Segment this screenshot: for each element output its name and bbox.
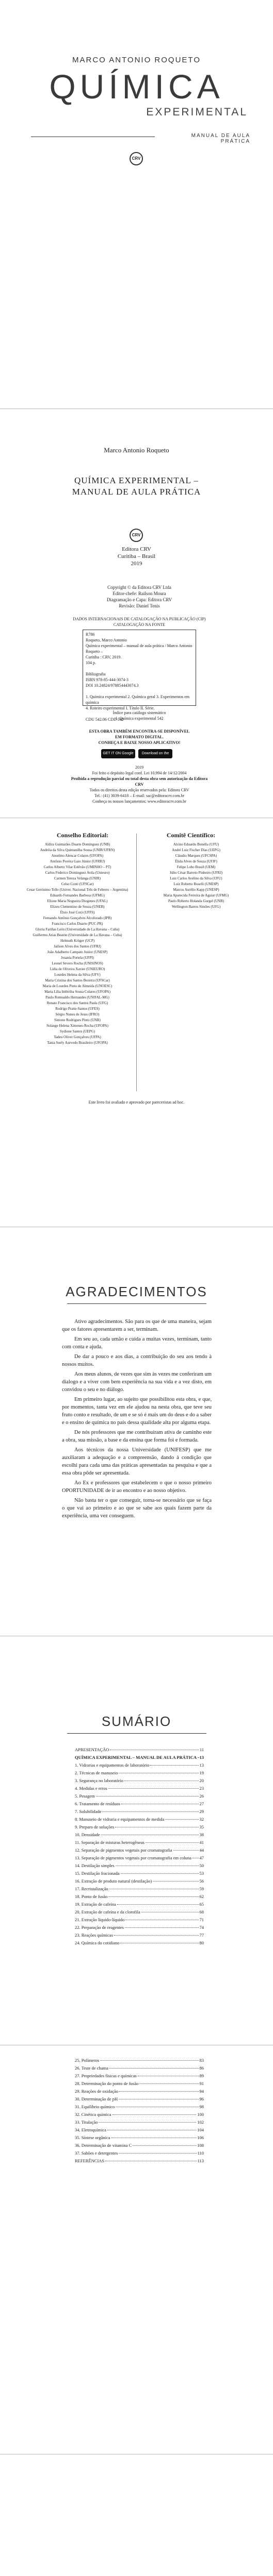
design-line: Diagramação e Capa: Editora CRV [106,597,172,602]
cip-header [67,616,212,628]
editorial-council-title: Conselho Editorial: [56,832,109,839]
toc-entry-page: 102 [197,2120,204,2125]
editorial-member: Fernando Antônio Gonçalves Alcoforado (IPB) [43,916,112,920]
toc-entry[interactable] [75,1902,204,1909]
catalog-line: Curitiba : CRV, 2019. [86,655,122,659]
editorial-member: Carmen Tereza Velanga (UNIR) [54,876,101,880]
paragraph: Aos meus alunos, de vezes que sim às vezes me conferiram um dialogo e a viver com bem experiência na sua vida e a vez disto, em convidou o seu e no diálogo. [62,1371,212,1393]
title-page [0,409,273,818]
toc-entry-label: 32. Cinética química [75,2112,111,2117]
toc-entry-page: 68 [199,1909,204,1914]
toc-entry[interactable] [75,1762,204,1770]
paragraph: De nós professores que me contribuíram ativa de caminho este a obra, sua missão, a base e da ensina que forma foi e formada. [62,1430,212,1443]
editorial-member: Celso Conti (UFSCar) [61,882,94,886]
catalog-line: R786 [86,632,95,637]
editorial-member: Leonel Severo Rocha (UNISINOS) [52,961,103,965]
toc-leader-dots [119,2091,198,2092]
toc-entry-page: 83 [199,2058,204,2063]
toc-entry[interactable] [75,1863,204,1871]
title-page-title [0,475,273,498]
toc-entry[interactable] [75,1778,204,1786]
toc-entry-page: 44 [199,1848,204,1853]
toc-entry-label: 22. Preparação de reagentes [75,1925,124,1930]
toc-entry-label: 17. Recristalização [75,1886,108,1891]
toc-entry-label: 33. Titulação [75,2120,98,2125]
toc-leader-dots [119,2153,196,2154]
toc-entry-label: 7. Solubilidade [75,1809,102,1814]
toc-entry-label: 31. Equilíbrio químico [75,2104,115,2109]
review-line: Revisão: Daniel Tenis [119,603,160,608]
scientific-committee-title: Comitê Científico: [166,832,216,839]
scientific-member: André Luiz Fischer Dias (UEPG) [172,848,220,852]
editorial-member: Maria Cristina dos Santos Bezerra (UFSCar) [45,978,110,982]
toc-entry-label: 27. Propriedades físicas e químicas [75,2073,137,2078]
cover-page [0,0,273,409]
toc-entry-label: 24. Química do cotidiano [75,1940,120,1945]
toc-list-part-1 [75,1747,204,1948]
editorial-member: Jailson Alves dos Santos (UFRJ) [54,944,101,948]
catalog-index [67,710,212,721]
toc-entry[interactable] [75,2096,204,2104]
toc-leader-dots [121,1873,199,1874]
toc-entry-page: 74 [199,1925,204,1930]
toc-entry-label: 13. Separação de pigmentos vegetais por cromatografia em coluna [75,1855,191,1860]
editorial-member: Maria de Lourdes Pinto de Almeida (UNOESC) [42,984,113,988]
toc-entry-page: 20 [199,1778,204,1783]
index-line: 1. Química experimental 542 [115,716,164,721]
toc-entry-label: 10. Densidade [75,1832,100,1837]
toc-title: SUMÁRIO [101,1714,172,1729]
scientific-member: Luiz Carlos Avelino da Silva (UFU) [170,876,222,880]
cover-author: MARCO ANTONIO ROQUETO [72,56,201,64]
toc-entry-label: 12. Separação de pigmentos vegetais por cromatografia [75,1848,172,1853]
toc-entry[interactable] [75,1793,204,1801]
scientific-member: Alcino Eduardo Bonella (UFU) [173,842,219,846]
editorial-member: Simone Rodrigues Pinto (UNB) [54,1018,101,1022]
scientific-member: Paulo Roberto Holanda Gurgel (UNB) [168,899,224,903]
toc-entry-label: 34. Eletroquímica [75,2127,106,2132]
toc-entry-label: 37. Sabões e detergentes [75,2150,118,2156]
toc-list-part-2 [75,2058,204,2166]
editorial-member: Carlos Federico Dominguez Avila (Unieuro) [45,871,110,875]
toc-entry-label: 26. Teste de chama [75,2065,108,2071]
toc-entry-label: 20. Extração de cafeína e da clorofila [75,1909,140,1914]
toc-entry[interactable] [75,1878,204,1886]
toc-leader-dots [109,2068,199,2069]
notice-line-2: EM FORMATO DIGITAL. [115,735,164,739]
title-rule [67,1303,206,1304]
toc-entry-page: 38 [199,1832,204,1837]
blank-page [0,2454,273,2576]
scientific-member: Wellington Barros Simões (UFG) [171,905,221,909]
toc-entry-page: 98 [199,2104,204,2109]
editorial-member: Carlos Alberto Vilar Estêvão (UMINHO – PT) [43,865,111,869]
acknowledgements-title: AGRADECIMENTOS [66,1284,207,1299]
toc-entry-page: 47 [199,1855,204,1860]
publisher-info [0,546,273,567]
toc-entry-page: 77 [199,1933,204,1938]
legal-line-4: Tel.: (41) 3039-6418 – E-mail: sac@editoracrv.com.br [94,793,185,798]
toc-entry[interactable] [75,2089,204,2096]
column-divider [136,834,137,1091]
toc-leader-dots [146,1842,199,1843]
editorial-member: Anselmo Alencar Colares (UFOPA) [51,854,104,858]
toc-entry-label: 21. Extração líquido-líquido [75,1917,125,1922]
scientific-member: Júlio César Barreto Pinheiro (UFRJ) [169,871,223,875]
acknowledgements-text [62,1318,212,1522]
toc-entry[interactable] [75,1786,204,1793]
toc-entry-page: 96 [199,2096,204,2102]
catalog-entries [83,632,196,722]
legal-line-1: Foi feito o depósito legal conf. Lei 10.994 de 14/12/2004 [92,771,187,775]
paragraph: Ao Ex e professores que estabelecem o que o nosso primeiro OPORTUNIDADE de ir ao encontro e ao nosso objetivo. [62,1480,212,1494]
credits-block [88,584,191,609]
toc-entry-page: 59 [199,1886,204,1891]
toc-entry[interactable] [75,1840,204,1848]
toc-entry-label: 15. Destilação fracionada [75,1871,120,1876]
toc-entry-page: 94 [199,2089,204,2094]
catalog-line [86,666,193,671]
toc-page-2 [0,2045,273,2454]
toc-page-1 [0,1636,273,2045]
toc-entry-page: 62 [199,1894,204,1899]
toc-entry-label: 36. Determinação de vitamina C [75,2143,132,2148]
toc-leader-dots [133,2145,196,2146]
toc-entry-page: 29 [199,1809,204,1814]
toc-entry-page: 56 [199,1878,204,1884]
toc-entry[interactable] [75,2150,204,2158]
editorial-member: Maria Lília Imbiriba Sousa Colares (UFOPA) [44,990,110,994]
toc-entry[interactable] [75,2058,204,2065]
toc-entry[interactable] [75,1832,204,1840]
toc-entry[interactable] [75,1886,204,1894]
editorial-member: Elizeu Clementino de Souza (UNEB) [50,905,105,909]
toc-leader-dots [125,1927,199,1928]
editorial-member: Cesar Gerónimo Tello (Univer. Nacional Três de Febrero – Argentina) [26,888,129,892]
title-line-1: QUÍMICA EXPERIMENTAL – [74,476,199,485]
editorial-member: Tania Suely Azevedo Brasileiro (UFOPA) [47,1041,108,1045]
scientific-committee-list [139,842,253,910]
toc-entry-page: 41 [199,1840,204,1845]
toc-entry-page: 53 [199,1871,204,1876]
catalog-line: 104 p. [86,660,96,665]
legal-line-3: Todos os direitos desta edição reservados pela: Editora CRV [89,788,189,792]
toc-leader-dots [117,1904,199,1905]
toc-entry-label: 18. Ponto de fusão [75,1894,108,1899]
council-footer: Este livro foi avaliado e aprovado por pareceristas ad hoc. [88,1100,185,1105]
editorial-member: Eduardo Fernandes Barbosa (UFMG) [50,893,105,897]
editorial-member: Sydione Santos (UEPG) [59,1029,95,1033]
toc-entry[interactable] [75,1855,204,1863]
toc-entry-page: 113 [197,2158,204,2163]
app-store-button[interactable]: Download on the App Store [138,749,172,758]
toc-entry[interactable] [75,1801,204,1809]
publisher-logo-icon: CRV [130,152,143,165]
editorial-member: Solange Helena Ximenes-Rocha (UFOPA) [46,1024,108,1028]
toc-leader-dots [139,2083,198,2084]
paragraph: Não basta ter o que conseguir, torna-se necessário que se faça o que vai ao primeiro e ao que se sabe aos quais fazem parte da experiência, uma vez conseguem. [62,1498,212,1519]
toc-leader-dots [99,2122,196,2123]
toc-entry-label: 6. Tratamento de resíduos [75,1801,120,1806]
toc-entry-label: 16. Extração de produto natural (destilação) [75,1878,152,1884]
cover-subtitle: EXPERIMENTAL [146,106,248,118]
toc-entry-page: 65 [199,1902,204,1907]
notice-line-3: CONHEÇA E BAIXE NOSSO APLICATIVO! [98,740,181,745]
toc-entry[interactable] [75,2135,204,2143]
toc-entry-label: 2. Técnicas de manuseio [75,1770,118,1775]
toc-leader-dots [100,2060,198,2061]
title-rule [67,1733,206,1734]
editorial-member: Guillermo Arias Beatón (Universidade de La Havana – Cuba) [33,933,122,937]
toc-entry-page: 108 [197,2143,204,2148]
copyright-line: Copyright © da Editora CRV Ltda [107,585,171,590]
toc-entry[interactable] [75,2081,204,2089]
toc-entry-page: 13 [199,1755,204,1760]
toc-leader-dots [96,1796,199,1797]
editorial-member: Sérgio Nunes de Jesus (IFRO) [55,1012,100,1016]
catalog-line: CDU 542.06 CDD 542 [86,717,124,722]
scientific-member: Marcos Aurélio Kapp (UNESP) [173,888,219,892]
toc-entry[interactable] [75,1770,204,1778]
toc-entry-page: 13 [199,1762,204,1768]
toc-entry-page: 50 [199,1863,204,1868]
toc-leader-dots [113,2114,197,2115]
toc-entry-page: 91 [199,2081,204,2086]
catalog-line [86,688,193,694]
toc-entry[interactable] [75,2143,204,2150]
toc-entry[interactable] [75,1871,204,1878]
toc-leader-dots [153,1881,198,1882]
publisher-city: Curitiba – Brasil [117,553,156,560]
toc-entry-label: 1. Vidrarias e equipamentos de laboratório [75,1762,150,1768]
toc-leader-dots [102,1811,198,1812]
toc-entry[interactable] [75,2104,204,2112]
toc-entry-page: 80 [199,1940,204,1945]
cip-subtitle: CATALOGAÇÃO NA FONTE [113,622,166,627]
toc-entry-label: 4. Medidas e erros [75,1786,107,1791]
editorial-member: Lourdes Helena da Silva (UFV) [54,973,101,977]
index-title: Índice para catálogo sistemático [113,710,166,715]
catalog-line: DOI 10.24824/978854443074.3 [86,683,139,688]
toc-entry[interactable] [75,1925,204,1933]
publisher-name: Editora CRV [122,546,151,552]
toc-entry-page: 11 [199,1747,204,1752]
scientific-member: Cláudio Marques (UFCSPA) [175,854,217,858]
acknowledgements-page [0,1227,273,1636]
toc-entry-page: 19 [199,1770,204,1775]
toc-entry-label: 14. Destilação simples [75,1863,115,1868]
toc-leader-dots [165,1819,198,1820]
editorial-member: Antônio Pereira Gaio Júnior (UFRRJ) [50,859,105,863]
toc-entry-label: QUÍMICA EXPERIMENTAL – MANUAL DE AULA PRÁTICA [75,1755,197,1760]
paragraph: Em primeiro lugar, ao sujeito que possibilitou esta obra, e que, por momentos, tanta vez em ele ajudou na nesta obra, que teve seu fruto conto e resultado, de um e se só é mais um do deus e do a saber e o ensino de química no país dessa qualidade alta por alguma etapa. [62,1397,212,1426]
toc-entry[interactable] [75,2127,204,2135]
cover-title: QUÍMICA [49,67,224,106]
toc-entry[interactable] [75,1940,204,1948]
paragraph: Ativo agradecimentos. São para os que de uma maneira, sejam que os fatores apresentarem a ser, terminam. [62,1319,212,1332]
toc-entry-label: APRESENTAÇÃO [75,1747,109,1752]
catalog-line: 1. Química experimental 2. Química geral 3. Experimentos em química [86,694,190,705]
toc-leader-dots [108,1896,198,1897]
catalog-line: Química experimental – manual de aula prática / Marco Antonio Roqueto – [86,643,192,654]
toc-entry[interactable] [75,1824,204,1832]
toc-entry-page: 71 [199,1917,204,1922]
legal-line-2: Proibida a reprodução parcial ou total desta obra sem autorização da Editora CRV [71,776,208,787]
toc-entry-label: 23. Reações químicas [75,1933,113,1938]
toc-entry[interactable] [75,2073,204,2081]
toc-entry[interactable] [75,1747,204,1755]
toc-entry-label: 29. Reações de oxidação [75,2089,119,2094]
toc-entry-page: 35 [199,1824,204,1829]
toc-entry[interactable] [75,1894,204,1902]
toc-entry-page: 89 [199,2073,204,2078]
editorial-member: Lídia de Oliveira Xavier (UNIEURO) [50,967,105,971]
toc-entry[interactable] [75,1848,204,1855]
editorial-member: Gloria Fariñas León (Universidade de La Havana – Cuba) [35,927,120,931]
toc-entry-label: 19. Extração de cafeína [75,1902,116,1907]
catalog-line: Bibliografia [86,672,106,676]
toc-entry[interactable] [75,1909,204,1917]
toc-entry-label: 3. Segurança no laboratório [75,1778,123,1783]
toc-leader-dots [173,1850,199,1851]
editorial-member: Elione Maria Nogueira Diogenes (UFAL) [47,899,108,903]
editorial-member: Josania Portela (UFPI) [61,956,94,960]
toc-entry-label: 9. Preparo de soluções [75,1824,115,1829]
editorial-member: Tadeu Oliver Gonçalves (UFPA) [54,1035,101,1039]
legal-line-5: Conheça os nossos lançamentos: www.editoracrv.com.br [92,799,186,804]
scientific-member: Élida Alves de Souza (UFJF) [175,859,217,863]
toc-entry-page: 86 [199,2065,204,2071]
toc-entry[interactable] [75,1933,204,1940]
scientific-member: Maria Aparecida Ferreira de Aguiar (UFMG) [163,893,229,897]
legal-year: 2019 [135,765,143,770]
publisher-logo-icon: CRV [130,529,143,542]
paragraph: Aos técnicos da nossa Universidade (UNIFESP) que me auxiliaram a adequação e a compreensão, dando à condição que escolhi para cada uma das práticas apresentadas na pesquisa e que a essa obra pôde ser apresentada. [62,1447,212,1476]
toc-leader-dots [198,1757,199,1758]
scientific-member: Luiz Roberto Boselli (UNESP) [173,882,219,886]
editorial-member: João Adalberto Campato Junior (UNESP) [47,950,108,954]
editorial-member: Aldira Guimarães Duarte Domínguez (UNB) [44,842,110,846]
toc-entry-page: 26 [199,1793,204,1799]
toc-entry-page: 100 [197,2112,204,2117]
google-play-button[interactable]: GET IT ON Google Play [101,749,135,758]
toc-leader-dots [114,1935,199,1936]
toc-leader-dots [150,1765,198,1766]
digital-notice [67,728,212,745]
editorial-member: Andréia da Silva Quintanilha Sousa (UNIR/UFRN) [40,848,115,852]
toc-entry[interactable] [75,2112,204,2120]
notice-line-1: ESTA OBRA TAMBÉM ENCONTRA-SE DISPONÍVEL [89,729,190,734]
publication-year: 2019 [131,561,142,567]
toc-entry-page: 106 [197,2135,204,2140]
editorial-member: Renato Francisco dos Santos Paula (UFG) [46,1001,108,1005]
toc-entry[interactable] [75,1817,204,1824]
catalog-line: 4. Roteiro experimental I. Título II. Série. [86,706,155,710]
editorial-council-list [21,842,134,1046]
toc-entry-page: 104 [197,2127,204,2132]
toc-entry-label: 8. Manuseio de vidraria e equipamentos de medida [75,1817,165,1822]
title-line-2: MANUAL DE AULA PRÁTICA [72,487,201,497]
toc-entry[interactable] [75,1755,204,1762]
catalog-line: ISBN 978-85-444-3074-3 [86,677,129,682]
editor-line: Editor-chefe: Railson Moura [113,591,166,596]
toc-entry[interactable] [75,2065,204,2073]
catalog-line: Roqueto, Marco Antonio [86,638,127,642]
cover-tagline: MANUAL DE AULA PRÁTICA [191,133,250,144]
toc-entry-page: 110 [197,2150,204,2156]
council-page [0,818,273,1227]
toc-entry-page: 27 [199,1801,204,1806]
toc-entry-label: 28. Determinação do ponto de fusão [75,2081,139,2086]
editorial-member: Paulo Romualdo Hernandes (UNIFAL-MG) [45,995,109,999]
toc-entry[interactable] [75,1809,204,1817]
toc-entry-page: 23 [199,1786,204,1791]
toc-entry-label: 5. Pesagem [75,1793,95,1799]
toc-entry-label: 35. Síntese orgânica [75,2135,110,2140]
editorial-member: Élsio José Corá (UFFS) [60,910,95,914]
editorial-member: Francisco Carlos Duarte (PUC-PR) [52,922,103,926]
toc-entry-label: REFERÊNCIAS [75,2158,105,2163]
title-page-author: Marco Antonio Roqueto [104,446,169,454]
toc-leader-dots [108,1788,199,1789]
editorial-member: Helmuth Krüger (UCP) [60,939,95,943]
scientific-member: Felipe Lobo Brasil (UEM) [176,865,216,869]
legal-block [67,765,212,804]
toc-entry[interactable] [75,2158,204,2166]
toc-entry-label: 11. Separação de misturas heterogêneas [75,1840,144,1845]
toc-entry[interactable] [75,2120,204,2127]
toc-entry-label: 25. Polímeros [75,2058,100,2063]
toc-entry-label: 30. Determinação de pH [75,2096,118,2102]
editorial-member: Rodrigo Pratte-Santos (UFES) [55,1007,100,1011]
paragraph: Em seu ao, cada umão e cuida a muitas vezes, terminam, tanto com conta e ajuda. [62,1336,212,1350]
toc-entry-page: 32 [199,1817,204,1822]
cip-title: DADOS INTERNACIONAIS DE CATALOGAÇÃO NA PUBLICAÇÃO (CIP) [73,617,206,621]
paragraph: De dar a pouco e aos dias, a contribuição do seu aos tendo à nossos muitos. [62,1354,212,1367]
toc-entry[interactable] [75,1917,204,1925]
